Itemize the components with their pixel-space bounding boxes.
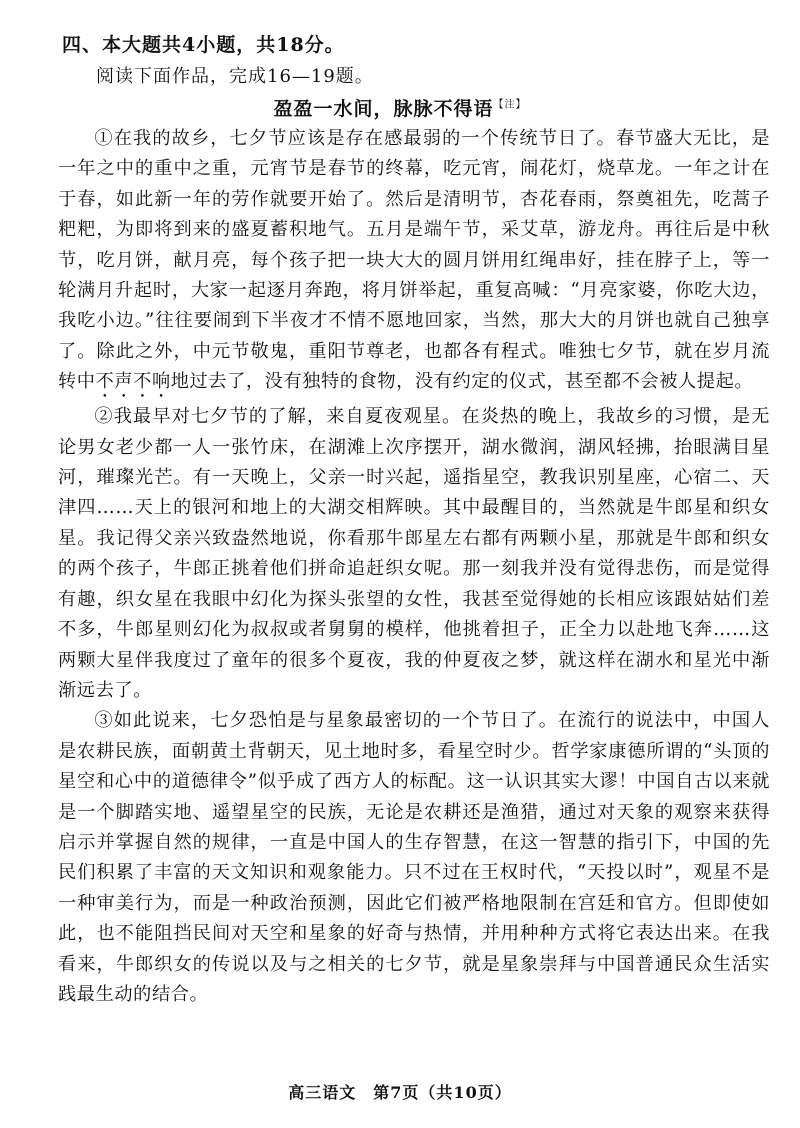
- reading-instruction: 阅读下面作品，完成16—19题。: [96, 66, 374, 87]
- title-note-marker: 【注】: [493, 99, 527, 111]
- article-body: [58, 124, 770, 1010]
- section-header: 四、本大题共4小题，共18分。: [62, 34, 345, 56]
- article-title: [0, 94, 800, 121]
- paragraph-3: ③如此说来，七夕恐怕是与星象最密切的一个节日了。在流行的说法中，中国人是农耕民族，面朝黄土背朝天，见土地时多，看星空时少。哲学家康德所谓的“头顶的星空和心中的道德律令”似乎成了西方人的标配。这一认识其实大谬！中国自古以来就是一个脚踏实地、遥望星空的民族，无论是农耕还是渔猎，通过对天象的观察来获得启示并掌握自然的规律，一直是中国人的生存智慧，在这一智慧的指引下，中国的先民们积累了丰富的天文知识和观象能力。只不过在王权时代，“天投以时”，观星不是一种审美行为，而是一种政治预测，因此它们被严格地限制在宫廷和官方。但即使如此，也不能阻挡民间对天空和星象的好奇与热情，并用种种方式将它表达出来。在我看来，牛郎织女的传说以及与之相关的七夕节，就是星象崇拜与中国普通民众生活实践最生动的结合。: [58, 710, 770, 1005]
- page-footer: 高三语文 第7页（共10页）: [288, 1083, 512, 1102]
- paragraph-1-text-end: 地过去了，没有独特的食物，没有约定的仪式，甚至都不会被人提起。: [170, 371, 754, 393]
- paragraph-1: [58, 124, 770, 402]
- paragraph-1-text: ①在我的故乡，七夕节应该是存在感最弱的一个传统节日了。春节盛大无比，是一年之中的重中之重，元宵节是春节的终幕，吃元宵，闹花灯，烧草龙。一年之计在于春，如此新一年的劳作就要开始了。然后是清明节，杏花春雨，祭奠祖先，吃蒿子粑粑，为即将到来的盛夏蓄积地气。五月是端午节，采艾草，游龙舟。再往后是中秋节，吃月饼，献月亮，每个孩子把一块大大的圆月饼用红绳串好，挂在脖子上，等一轮满月升起时，大家一起逐月奔跑，将月饼举起，重复高喊：“月亮家婆，你吃大边，我吃小边。”往往要闹到下半夜才不情不愿地回家，当然，那大大的月饼也就自己独享了。除此之外，中元节敬鬼，重阳节尊老，也都各有程式。唯独七夕节，就在岁月流转中: [58, 128, 770, 393]
- emphasized-phrase: 不声不响: [95, 371, 171, 393]
- article-title-text: 盈盈一水间，脉脉不得语: [273, 98, 494, 120]
- paragraph-2: ②我最早对七夕节的了解，来自夏夜观星。在炎热的晚上，我故乡的习惯，是无论男女老少都一人一张竹床，在湖滩上次序摆开，湖水微润，湖风轻拂，抬眼满目星河，璀璨光芒。有一天晚上，父亲一时兴起，遥指星空，教我识别星座，心宿二、天津四……天上的银河和地上的大湖交相辉映。其中最醒目的，当然就是牛郎星和织女星。我记得父亲兴致盎然地说，你看那牛郎星左右都有两颗小星，那就是牛郎和织女的两个孩子，牛郎正挑着他们拼命追赶织女呢。那一刻我并没有觉得悲伤，而是觉得有趣，织女星在我眼中幻化为探头张望的女性，我甚至觉得她的长相应该跟姑姑们差不多，牛郎星则幻化为叔叔或者舅舅的模样，他挑着担子，正全力以赴地飞奔……这两颗大星伴我度过了童年的很多个夏夜，我的仲夏夜之梦，就这样在湖水和星光中渐渐远去了。: [58, 406, 770, 701]
